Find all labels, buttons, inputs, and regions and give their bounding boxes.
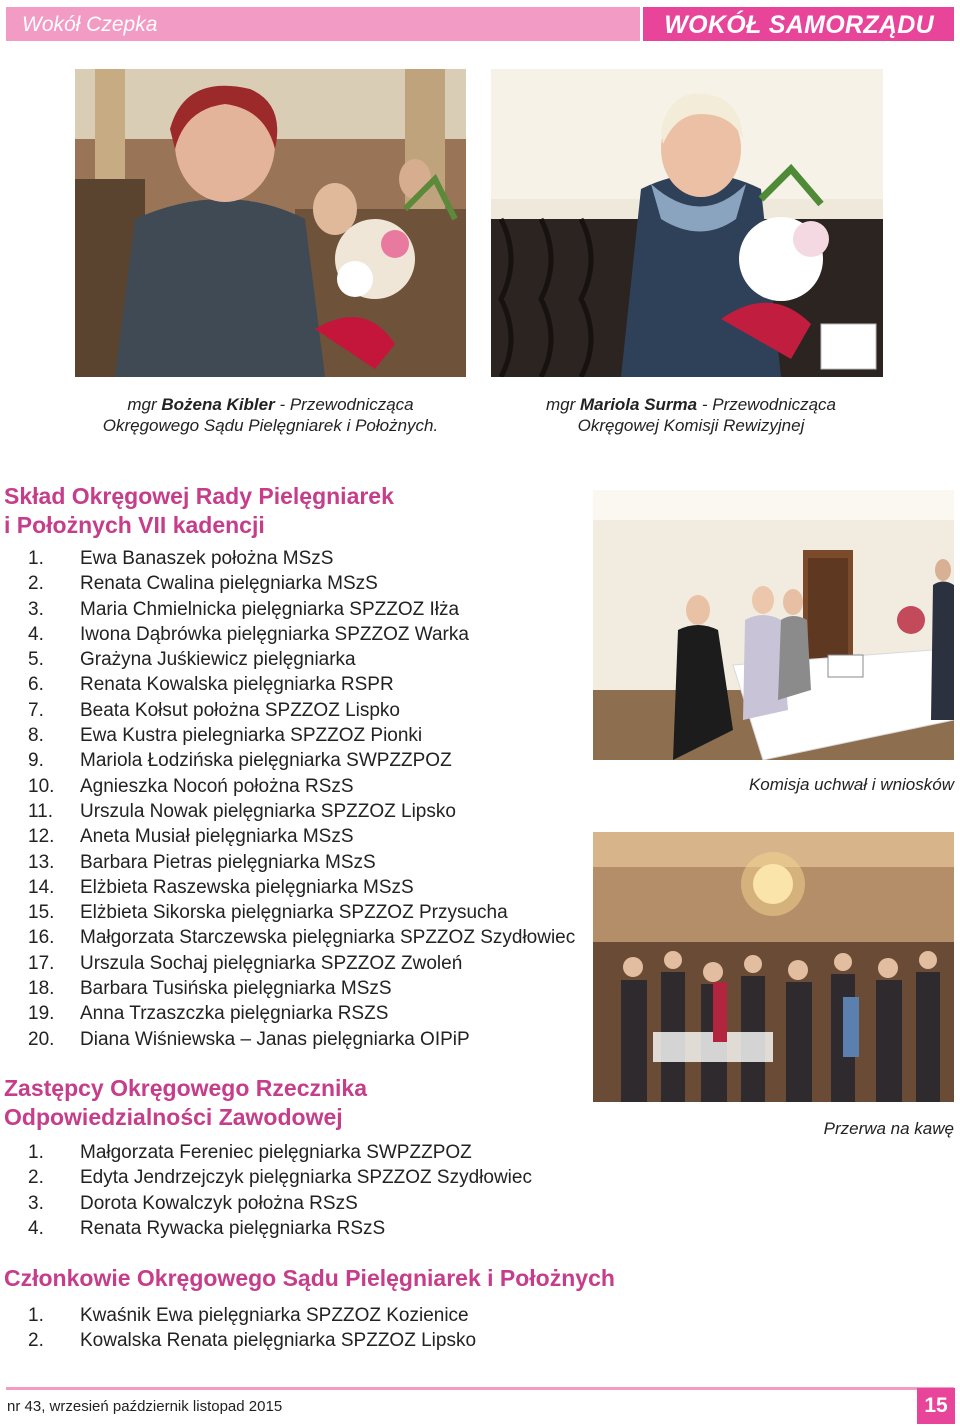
list-item [28, 875, 575, 900]
list-item-text: Maria Chmielnicka pielęgniarka SPZZOZ Iłża [80, 598, 460, 620]
list-item-text: Urszula Nowak pielęgniarka SPZZOZ Lipsko [80, 800, 456, 822]
list-item [28, 698, 575, 723]
header-left-bar [6, 7, 640, 41]
list-item-text: Kwaśnik Ewa pielęgniarka SPZZOZ Kozienice [80, 1305, 469, 1326]
photo-bozena-kibler [75, 69, 466, 377]
caption-photo-1 [75, 394, 466, 436]
caption-2-name: Mariola Surma [579, 395, 698, 414]
caption-2-role: - Przewodnicząca [697, 395, 837, 414]
list-item-number: 10. [28, 775, 55, 797]
list-item-text: Renata Rywacka pielęgniarka RSzS [80, 1217, 386, 1239]
footer-divider [6, 1387, 954, 1390]
list-item [28, 850, 575, 875]
list-item-number: 18. [28, 978, 55, 1000]
photo-komisja [593, 490, 954, 760]
section-1-title-line2: i Położnych VII kadencji [4, 512, 265, 538]
list-item-text: Małgorzata Fereniec pielęgniarka SWPZZPOZ [80, 1142, 472, 1163]
list-item-number: 2. [28, 1167, 44, 1189]
photo-przerwa [593, 832, 954, 1102]
list-item-number: 4. [28, 623, 44, 645]
list-item [28, 799, 575, 824]
header-right-bar [643, 7, 954, 41]
list-item [28, 900, 575, 925]
list-item-number: 19. [28, 1003, 55, 1025]
list-item-text: Aneta Musiał pielęgniarka MSzS [80, 826, 354, 848]
list-item [28, 622, 575, 647]
list-item [28, 951, 575, 976]
list-item-number: 1. [28, 1142, 44, 1163]
caption-1-name: Bożena Kibler [161, 395, 275, 414]
list-item-text: Agnieszka Nocoń położna RSzS [80, 775, 354, 797]
list-item-text: Ewa Kustra pielegniarka SPZZOZ Pionki [80, 725, 423, 747]
list-item-text: Iwona Dąbrówka pielęgniarka SPZZOZ Warka [80, 623, 469, 645]
caption-1-prefix: mgr [127, 395, 162, 414]
list-item [28, 774, 575, 799]
list-item-number: 16. [28, 927, 55, 949]
list-item-number: 13. [28, 851, 55, 873]
list-item [28, 1216, 532, 1241]
list-item-text: Mariola Łodzińska pielęgniarka SWPZZPOZ [80, 750, 452, 772]
list-item-number: 1. [28, 548, 44, 569]
list-item-number: 12. [28, 826, 55, 848]
footer-issue: nr 43, wrzesień październik listopad 2015 [7, 1398, 283, 1415]
photo-mariola-surma [491, 69, 883, 377]
caption-photo-4: Przerwa na kawę [823, 1119, 954, 1138]
section-3-title: Członkowie Okręgowego Sądu Pielęgniarek i Położnych [4, 1265, 615, 1291]
list-item-number: 5. [28, 649, 44, 671]
list-item-text: Renata Cwalina pielęgniarka MSzS [80, 573, 378, 595]
list-item-text: Małgorzata Starczewska pielęgniarka SPZZOZ Szydłowiec [80, 927, 576, 949]
list-item-text: Urszula Sochaj pielęgniarka SPZZOZ Zwoleń [80, 952, 463, 974]
list-item-number: 3. [28, 1192, 44, 1214]
section-1-title [4, 482, 394, 540]
list-item-number: 20. [28, 1028, 55, 1050]
list-item [28, 546, 575, 571]
list-item-text: Beata Kołsut położna SPZZOZ Lispko [80, 699, 400, 721]
list-item-text: Barbara Tusińska pielęgniarka MSzS [80, 978, 392, 1000]
list-item-number: 4. [28, 1217, 44, 1239]
caption-2-line2: Okręgowej Komisji Rewizyjnej [577, 416, 805, 435]
list-item [28, 925, 575, 950]
list-item-number: 17. [28, 952, 55, 974]
list-item-text: Ewa Banaszek położna MSzS [80, 548, 334, 569]
list-item [28, 1191, 532, 1216]
header-left-title: Wokół Czepka [22, 13, 158, 36]
list-item-text: Kowalska Renata pielęgniarka SPZZOZ Lipsko [80, 1330, 477, 1352]
caption-2-prefix: mgr [545, 395, 580, 414]
list-item-text: Barbara Pietras pielęgniarka MSzS [80, 851, 376, 873]
list-item-text: Diana Wiśniewska – Janas pielęgniarka OIPiP [80, 1028, 470, 1050]
list-item-text: Elżbieta Raszewska pielęgniarka MSzS [80, 876, 414, 898]
section-1-list [28, 546, 575, 1052]
list-item [28, 1001, 575, 1026]
list-item-number: 7. [28, 699, 44, 721]
section-2-title-line1: Zastępcy Okręgowego Rzecznika [4, 1075, 368, 1101]
list-item [28, 672, 575, 697]
list-item [28, 1165, 532, 1190]
list-item-text: Renata Kowalska pielęgniarka RSPR [80, 674, 394, 696]
list-item-text: Anna Trzaszczka pielęgniarka RSZS [80, 1003, 389, 1025]
caption-photo-3: Komisja uchwał i wniosków [748, 775, 954, 794]
list-item-number: 2. [28, 573, 44, 595]
page-number: 15 [917, 1388, 955, 1424]
caption-1-role: - Przewodnicząca [274, 395, 414, 414]
list-item [28, 1303, 476, 1328]
section-1-title-line1: Skład Okręgowej Rady Pielęgniarek [4, 483, 394, 509]
list-item-text: Elżbieta Sikorska pielęgniarka SPZZOZ Przysucha [80, 902, 508, 924]
list-item-text: Edyta Jendrzejczyk pielęgniarka SPZZOZ Szydłowiec [80, 1167, 532, 1189]
caption-photo-2 [491, 394, 891, 436]
list-item-number: 2. [28, 1330, 44, 1352]
section-2-title [4, 1074, 367, 1132]
caption-1-line2: Okręgowego Sądu Pielęgniarek i Położnych. [102, 416, 439, 435]
list-item [28, 748, 575, 773]
list-item-number: 8. [28, 725, 44, 747]
list-item [28, 723, 575, 748]
section-2-title-line2: Odpowiedzialności Zawodowej [4, 1104, 343, 1130]
list-item [28, 597, 575, 622]
list-item-text: Grażyna Juśkiewicz pielęgniarka [80, 649, 356, 671]
section-2-list [28, 1140, 532, 1241]
list-item-number: 11. [28, 800, 54, 822]
section-3-list [28, 1303, 476, 1354]
list-item-number: 14. [28, 876, 55, 898]
list-item-number: 1. [28, 1305, 44, 1326]
header-right-title: WOKÓŁ SAMORZĄDU [664, 11, 934, 39]
list-item-number: 3. [28, 598, 44, 620]
list-item [28, 1140, 532, 1165]
list-item-number: 9. [28, 750, 44, 772]
list-item [28, 1027, 575, 1052]
list-item-text: Dorota Kowalczyk położna RSzS [80, 1192, 358, 1214]
list-item [28, 976, 575, 1001]
list-item-number: 6. [28, 674, 44, 696]
list-item-number: 15. [28, 902, 55, 924]
list-item [28, 1328, 476, 1353]
list-item [28, 824, 575, 849]
list-item [28, 571, 575, 596]
list-item [28, 647, 575, 672]
